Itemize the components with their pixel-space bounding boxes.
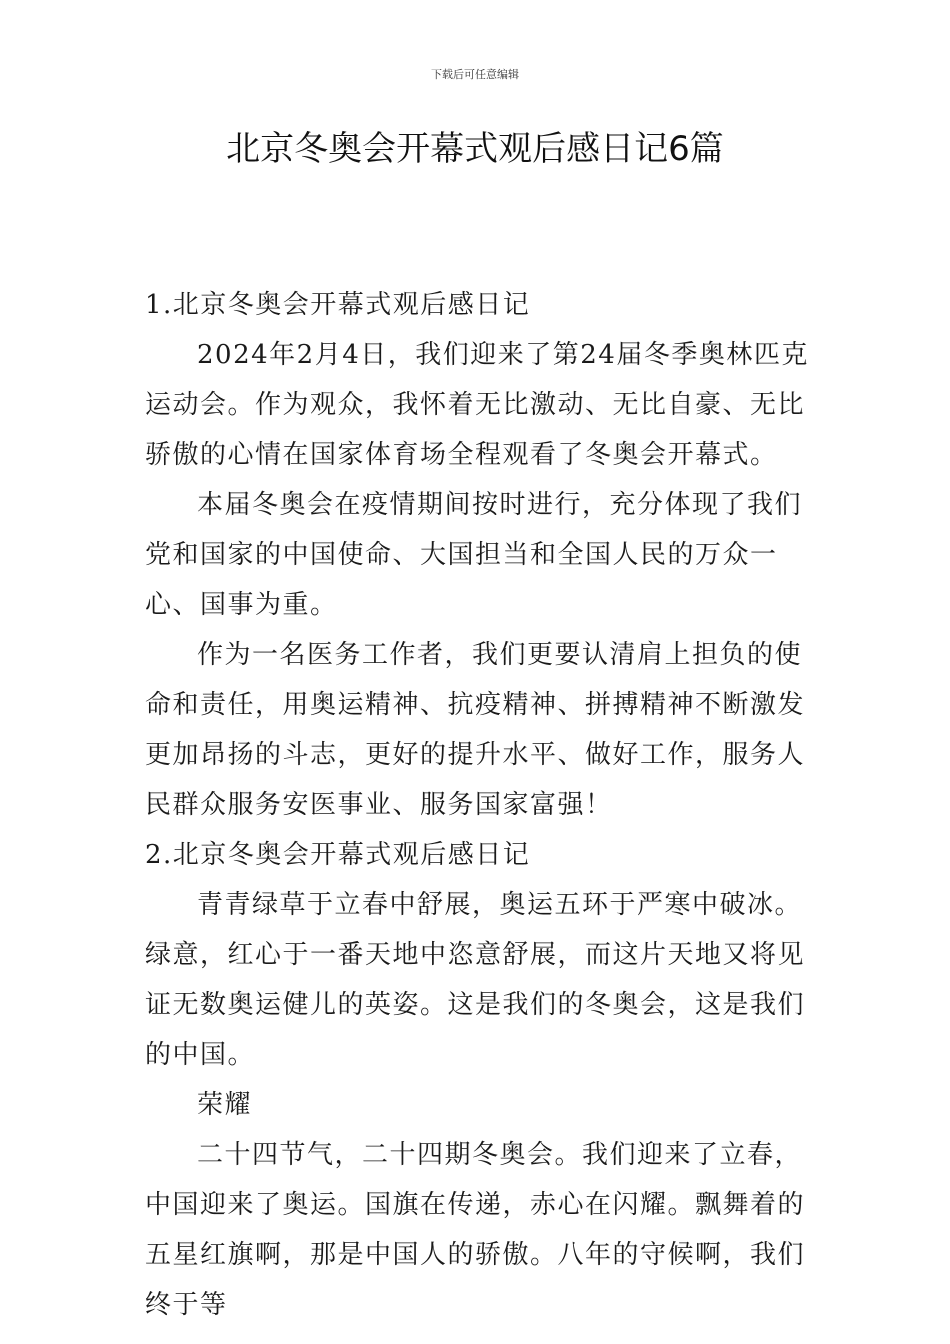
paragraph: 青青绿草于立春中舒展，奥运五环于严寒中破冰。绿意，红心于一番天地中恣意舒展，而这片天地又将见证无数奥运健儿的英姿。这是我们的冬奥会，这是我们的中国。 xyxy=(145,890,806,1070)
header-note: 下载后可任意编辑 xyxy=(431,68,519,81)
paragraph: 本届冬奥会在疫情期间按时进行，充分体现了我们党和国家的中国使命、大国担当和全国人民的万众一心、国事为重。 xyxy=(145,490,803,620)
section-heading-1: 1.北京冬奥会开幕式观后感日记 xyxy=(145,290,531,320)
section-heading-2: 2.北京冬奥会开幕式观后感日记 xyxy=(145,840,531,870)
paragraph: 二十四节气，二十四期冬奥会。我们迎来了立春，中国迎来了奥运。国旗在传递，赤心在闪耀。飘舞着的五星红旗啊，那是中国人的骄傲。八年的守候啊，我们终于等 xyxy=(145,1140,806,1320)
document-body xyxy=(145,280,810,1330)
paragraph: 荣耀 xyxy=(197,1090,253,1120)
document-title: 北京冬奥会开幕式观后感日记6篇 xyxy=(226,129,724,169)
paragraph: 2024年2月4日，我们迎来了第24届冬季奥林匹克运动会。作为观众，我怀着无比激动、无比自豪、无比骄傲的心情在国家体育场全程观看了冬奥会开幕式。 xyxy=(145,340,809,470)
paragraph: 作为一名医务工作者，我们更要认清肩上担负的使命和责任，用奥运精神、抗疫精神、拼搏精神不断激发更加昂扬的斗志，更好的提升水平、做好工作，服务人民群众服务安医事业、服务国家富强！ xyxy=(145,640,806,820)
